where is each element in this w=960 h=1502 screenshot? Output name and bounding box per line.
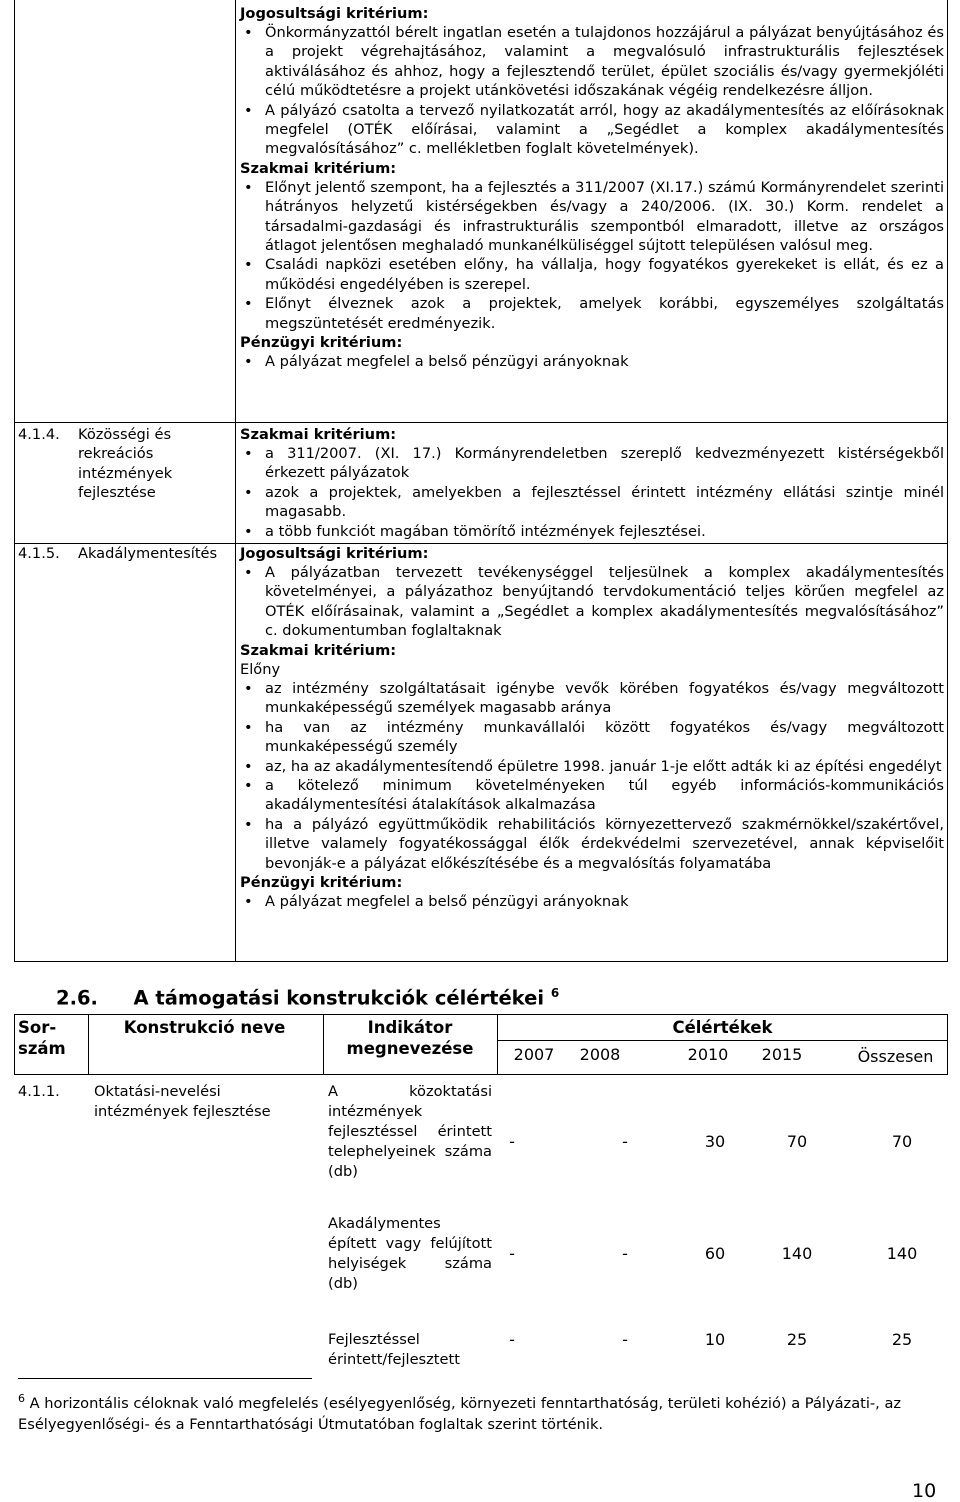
table1-left-border	[14, 0, 15, 962]
value-2010: 10	[704, 1330, 726, 1349]
value-2010: 30	[704, 1132, 726, 1151]
section-heading	[56, 986, 559, 1010]
row-414-name: Közösségi és rekreációs intézmények fejlesztése	[78, 426, 173, 502]
header-sorszam: Sor-szám	[18, 1018, 66, 1058]
eligibility-item: • A pályázatban tervezett tevékenységgel teljesülnek a komplex akadálymentesítés követelményei, a pályázathoz benyújtandó tervdokumentáció teljes körűen megfelel az OTÉK előírásainak, valamint a „Segédlet a komplex akadálymentesítés megvalósításához” c. dokumentumban foglaltaknak	[240, 563, 944, 641]
professional-item: • a 311/2007. (XI. 17.) Kormányrendeletben szereplő kedvezményezett kistérségekből érkezett pályázatok	[240, 444, 944, 483]
eligibility-heading: Jogosultsági kritérium:	[240, 5, 429, 22]
table2-col-divider-2	[323, 1014, 324, 1075]
footnote	[18, 1388, 918, 1435]
row-415-criteria	[240, 544, 944, 912]
header-year-2007: 2007	[513, 1045, 555, 1064]
professional-item: • a kötelező minimum követelményeken túl egyéb információs-kommunikációs akadálymentesítési átalakítások alkalmazása	[240, 776, 944, 815]
eligibility-item: • A pályázó csatolta a tervező nyilatkozatát arról, hogy az akadálymentesítés az előírásoknak megfelel (OTÉK előírásai, valamint a „Segédlet a komplex akadálymentesítés megvalósításához” c. mellékletben foglalt követelmények).	[240, 101, 944, 159]
table1-row-divider-1	[14, 422, 948, 423]
value-2007: -	[509, 1132, 515, 1151]
value-total: 70	[891, 1132, 913, 1151]
value-2015: 140	[781, 1244, 813, 1263]
top-row-criteria	[240, 4, 944, 372]
footnote-reference: 6	[550, 986, 560, 1000]
table2-col-divider-1	[88, 1014, 89, 1075]
header-konstrukcio: Konstrukció neve	[123, 1018, 286, 1037]
table2-right-border	[947, 1014, 948, 1075]
page-number: 10	[912, 1480, 937, 1502]
professional-list	[240, 444, 944, 541]
professional-item: • Előnyt jelentő szempont, ha a fejlesztés a 311/2007 (XI.17.) számú Kormányrendelet szerinti hátrányos helyzetű kistérségekben és/vagy a 240/2006. (IX. 30.) Korm. rendelet a társadalmi-gazdasági és infrastrukturális szempontból elmaradott, illetve az országos átlagot jelentősen meghaladó munkanélküliséggel sújtott településen valósul meg.	[240, 178, 944, 256]
row-415-name: Akadálymentesítés	[78, 545, 218, 562]
financial-list	[240, 892, 944, 911]
eligibility-list	[240, 563, 944, 641]
row-414-code: 4.1.4.	[18, 426, 60, 443]
value-2008: -	[622, 1244, 628, 1263]
indicator-name: A közoktatási intézmények fejlesztéssel érintett telephelyeinek száma (db)	[328, 1083, 492, 1180]
financial-heading: Pénzügyi kritérium:	[240, 334, 403, 352]
professional-item: • az intézmény szolgáltatásait igénybe vevők körében fogyatékos és/vagy megváltozott munkaképességű személyek magasabb aránya	[240, 679, 944, 718]
table1-col-divider	[235, 0, 236, 962]
row-414-criteria	[240, 425, 944, 541]
section-title: A támogatási konstrukciók célértékei	[133, 986, 545, 1010]
financial-list	[240, 352, 944, 371]
professional-item: • ha van az intézmény munkavállalói között fogyatékos és/vagy megváltozott munkaképességű személy	[240, 718, 944, 757]
header-total: Összesen	[857, 1047, 934, 1066]
eligibility-list	[240, 23, 944, 159]
value-2008: -	[622, 1132, 628, 1151]
value-2007: -	[509, 1244, 515, 1263]
value-2008: -	[622, 1330, 628, 1349]
eligibility-item: • Önkormányzattól bérelt ingatlan esetén a tulajdonos hozzájárul a pályázat benyújtásához és a projekt végrehajtásához, valamint a megvalósuló infrastrukturális fejlesztések aktiválásához és ahhoz, hogy a fejlesztendő terület, épület szociális és/vagy gyermekjóléti célú működtetésre a projekt utánkövetési időszakának végéig rendelkezésre álljon.	[240, 23, 944, 101]
indicator-name: Akadálymentes épített vagy felújított helyiségek száma (db)	[328, 1215, 492, 1292]
footnote-number: 6	[18, 1392, 25, 1405]
professional-list	[240, 178, 944, 333]
row-415-code: 4.1.5.	[18, 545, 60, 562]
value-total: 140	[886, 1244, 918, 1263]
professional-heading: Szakmai kritérium:	[240, 641, 397, 659]
professional-item: • Előnyt élveznek azok a projektek, amelyek korábbi, egyszemélyes szolgáltatás megszüntetését eredményezik.	[240, 294, 944, 333]
header-year-2008: 2008	[579, 1045, 621, 1064]
table2-top-border	[14, 1014, 948, 1015]
professional-item: • az, ha az akadálymentesítendő épületre 1998. január 1-je előtt adták ki az építési engedélyt	[240, 757, 944, 776]
professional-heading: Szakmai kritérium:	[240, 159, 397, 177]
value-total: 25	[891, 1330, 913, 1349]
professional-item: • azok a projektek, amelyekben a fejlesztéssel érintett intézmény ellátási szintje minél magasabb.	[240, 483, 944, 522]
value-2015: 25	[786, 1330, 808, 1349]
table2-left-border	[14, 1014, 15, 1075]
financial-item: • A pályázat megfelel a belső pénzügyi arányoknak	[240, 352, 944, 371]
professional-item: • a több funkciót magában tömörítő intézmények fejlesztései.	[240, 522, 944, 541]
financial-heading: Pénzügyi kritérium:	[240, 874, 403, 892]
section-number: 2.6.	[56, 986, 98, 1010]
professional-heading: Szakmai kritérium:	[240, 426, 397, 443]
header-celertekek: Célértékek	[672, 1018, 773, 1037]
table1-right-border	[947, 0, 948, 962]
value-2015: 70	[786, 1132, 808, 1151]
professional-item: • Családi napközi esetében előny, ha vállalja, hogy fogyatékos gyerekeket is ellát, és ez a működési engedélyében is szerepel.	[240, 255, 944, 294]
advantage-label: Előny	[240, 660, 281, 678]
indicator-name: Fejlesztéssel érintett/fejlesztett	[328, 1331, 460, 1368]
header-year-2010: 2010	[687, 1045, 729, 1064]
header-year-2015: 2015	[761, 1045, 803, 1064]
value-2007: -	[509, 1330, 515, 1349]
row-411-code: 4.1.1.	[18, 1083, 60, 1100]
footnote-text: A horizontális céloknak való megfelelés (esélyegyenlőség, környezeti fenntarthatóság, területi kohézió) a Pályázati-, az Esélyegyenlőségi- és a Fenntarthatósági Útmutatóban foglaltak szerint történik.	[18, 1394, 902, 1433]
table2-header-bottom	[14, 1074, 948, 1075]
eligibility-heading: Jogosultsági kritérium:	[240, 545, 429, 562]
professional-item: • ha a pályázó együttműködik rehabilitációs környezettervező szakmérnökkel/szakértővel, illetve valamely fogyatékossággal élők érdekvédelmi szervezetével, annak képviselőit bevonják-e a pályázat előkészítésébe és a megvalósítás folyamatába	[240, 815, 944, 873]
financial-item: • A pályázat megfelel a belső pénzügyi arányoknak	[240, 892, 944, 911]
table2-celertek-underline	[497, 1040, 948, 1041]
footnote-separator	[18, 1378, 312, 1379]
row-411-name: Oktatási-nevelési intézmények fejlesztése	[94, 1083, 271, 1120]
header-indikator: Indikátor megnevezése	[346, 1018, 474, 1058]
table1-bottom-border	[14, 961, 948, 962]
value-2010: 60	[704, 1244, 726, 1263]
professional-list	[240, 679, 944, 873]
